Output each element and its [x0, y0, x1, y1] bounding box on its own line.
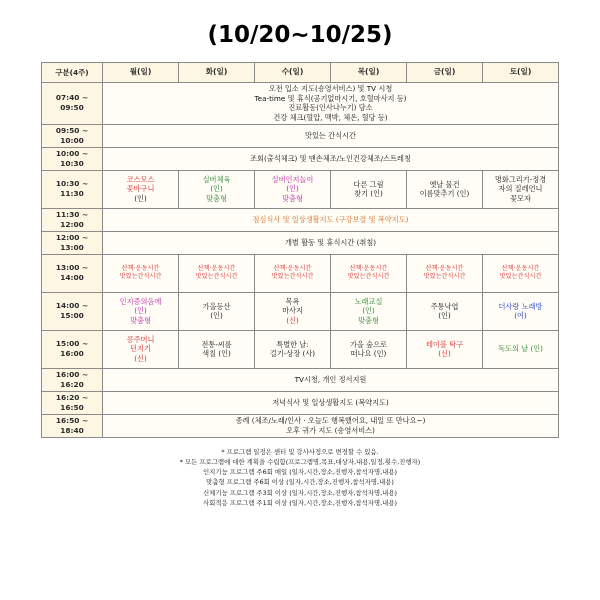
header-cell-mon: 월(일) [103, 63, 179, 83]
activity-cell [483, 330, 559, 368]
activity-line: 던지기 [130, 344, 151, 354]
activity-line: 가을등산 [202, 301, 231, 311]
activity-line: 맛있는 간식시간 [305, 131, 356, 140]
activity-line: 점심식사 및 일상생활지도 (구강보결 및 복약지도) [252, 214, 409, 224]
activity-cell [407, 330, 483, 368]
header-cell-tue: 화(일) [179, 63, 255, 83]
activity-line: 코스모스 [126, 174, 155, 184]
activity-line: 개별 활동 및 휴식시간 (취침) [284, 237, 377, 247]
row-full-width-activity [103, 391, 559, 414]
header-cell-thu: 목(일) [331, 63, 407, 83]
activity-line: 오전 입소 지도(숑영서비스) 및 TV 시청 [268, 84, 393, 93]
activity-cell [103, 330, 179, 368]
page-title: (10/20~10/25) [207, 22, 393, 48]
activity-line: 노래교실 [354, 296, 383, 306]
activity-line: 맞춤형 [358, 316, 379, 326]
footnotes [40, 447, 560, 509]
activity-line: 산책·운동시간 [425, 264, 464, 272]
activity-line: 오후 귀가 지도 (숑영서비스) [286, 425, 375, 435]
activity-line: (인) [438, 311, 451, 321]
table-row [42, 368, 559, 391]
table-row [42, 208, 559, 231]
activity-line: 가을 숲으로 [349, 339, 387, 349]
row-time-label: 16:50 ~ 18:40 [42, 414, 103, 437]
row-time-label: 16:00 ~ 16:20 [42, 368, 103, 391]
activity-line: (인) [210, 311, 223, 321]
activity-cell [483, 254, 559, 292]
activity-line: 색칠 (인) [202, 349, 231, 359]
table-row [42, 170, 559, 208]
row-time-label: 13:00 ~ 14:00 [42, 254, 103, 292]
activity-cell [255, 254, 331, 292]
row-full-width-activity [103, 368, 559, 391]
header-cell-fri: 금(일) [407, 63, 483, 83]
activity-line: 맞춤형 [206, 194, 227, 204]
activity-cell [103, 254, 179, 292]
table-row [42, 231, 559, 254]
activity-line: 주통낙엽 [430, 301, 459, 311]
activity-line: (인) [286, 184, 299, 194]
activity-line: 맞춤형 [282, 194, 303, 204]
footnote-line: 신체기능 프로그램 주3회 이상 (일자,시간,장소,진행자,참석자명,내용) [202, 488, 397, 497]
activity-line: 마사지 [282, 306, 303, 316]
header-cell-wed: 수(일) [255, 63, 331, 83]
footnote-line: * 프로그램 일정은 센터 및 강사사정으로 변경할 수 있음. [221, 447, 379, 456]
activity-line: 진료활동(인사나누기) 담소 [288, 103, 373, 113]
row-time-label: 11:30 ~ 12:00 [42, 208, 103, 231]
row-time-label: 07:40 ~ 09:50 [42, 83, 103, 125]
activity-cell [179, 292, 255, 330]
table-row [42, 292, 559, 330]
activity-line: 종례 (체조/노래/인사 · 오늘도 행복했어요, 내일 또 만나요~) [235, 415, 426, 425]
row-time-label: 15:00 ~ 16:00 [42, 330, 103, 368]
activity-cell [255, 292, 331, 330]
footnote-line: 사회적응 프로그램 주1회 이상 (일자,시간,장소,진행자,참석자명,내용) [202, 498, 397, 507]
activity-line: 꽃모자 [510, 194, 531, 204]
activity-line: 독도의 날 (인) [498, 344, 543, 354]
activity-line: 콩주머니 [126, 334, 155, 344]
activity-cell [407, 254, 483, 292]
table-row [42, 124, 559, 147]
activity-cell [407, 170, 483, 208]
activity-line: 다른 그림 [353, 179, 384, 189]
activity-cell [483, 170, 559, 208]
activity-cell [483, 292, 559, 330]
activity-line: 옛날 물건 [429, 179, 460, 189]
activity-line: TV시청, 개인 정서지원 [294, 374, 367, 384]
row-time-label: 16:20 ~ 16:50 [42, 391, 103, 414]
table-row [42, 147, 559, 170]
activity-line: 맛있는간식시간 [423, 273, 466, 281]
row-time-label: 10:30 ~ 11:30 [42, 170, 103, 208]
activity-cell [331, 292, 407, 330]
activity-line: 저녁식사 및 일상생활지도 (복약지도) [272, 397, 389, 407]
footnote-line: 맞춤형 프로그램 주6회 이상 (일자,시간,장소,진행자,참석자명,내용) [206, 478, 394, 487]
activity-line: 맛있는간식시간 [347, 273, 390, 281]
row-full-width-activity [103, 147, 559, 170]
table-row [42, 391, 559, 414]
header-cell-time: 구분(4주) [42, 63, 103, 83]
activity-line: 더사랑 노래방 [498, 301, 543, 311]
row-full-width-activity [103, 124, 559, 147]
row-time-label: 14:00 ~ 15:00 [42, 292, 103, 330]
activity-line: 맛있는간식시간 [271, 273, 314, 281]
activity-cell [179, 254, 255, 292]
table-row [42, 83, 559, 125]
activity-line: 찾기 (인) [354, 189, 383, 199]
activity-line: Tea-time 및 휴식(공기없마시기, 호혈마사지 등) [254, 93, 407, 103]
activity-line: 전통-씨름 [201, 339, 232, 349]
activity-line: 맛있는간식시간 [499, 273, 542, 281]
activity-line: 실버인지놀이 [271, 174, 314, 184]
activity-cell [179, 330, 255, 368]
row-time-label: 10:00 ~ 10:30 [42, 147, 103, 170]
activity-line: 실버체육 [202, 174, 231, 184]
activity-line: 특별한 날: [276, 339, 309, 349]
activity-line: 맛있는간식시간 [195, 273, 238, 281]
activity-line: (여) [514, 311, 527, 321]
table-row [42, 414, 559, 437]
footnote-line: * 모든 프로그램에 대한 계획을 수립함(프로그램명,목표,대상자,내용,일정,횟수,진행자) [179, 457, 421, 466]
activity-line: (인) [134, 306, 147, 316]
activity-line: 꽃바구니 [126, 184, 155, 194]
activity-line: 자의 질레언니 [498, 184, 543, 194]
activity-line: 산책·운동시간 [121, 264, 160, 272]
row-full-width-activity [103, 231, 559, 254]
table-row [42, 254, 559, 292]
activity-line: 목욕 [285, 296, 300, 306]
activity-line: (인) [134, 194, 147, 204]
activity-cell [331, 254, 407, 292]
table-row [42, 330, 559, 368]
activity-line: 산책·운동시간 [501, 264, 540, 272]
activity-line: (신) [286, 316, 299, 326]
activity-line: (신) [134, 354, 147, 364]
activity-line: 조회(출석체크) 및 맨손체조/노인건강체조/스트레칭 [250, 153, 411, 163]
row-full-width-activity [103, 414, 559, 437]
activity-cell [407, 292, 483, 330]
row-time-label: 09:50 ~ 10:00 [42, 124, 103, 147]
activity-line: 산책·운동시간 [197, 264, 236, 272]
activity-cell [331, 330, 407, 368]
activity-line: (인) [210, 184, 223, 194]
activity-line: 맞춤형 [130, 316, 151, 326]
activity-line: 테이블 탁구 [425, 339, 463, 349]
activity-line: (인) [362, 306, 375, 316]
row-full-width-activity [103, 208, 559, 231]
activity-line: 명화그리기-정경 [494, 174, 547, 184]
activity-cell [255, 170, 331, 208]
activity-cell [331, 170, 407, 208]
row-full-width-activity [103, 83, 559, 125]
activity-cell [103, 170, 179, 208]
row-time-label: 12:00 ~ 13:00 [42, 231, 103, 254]
activity-line: 인지증의음에 [119, 296, 162, 306]
activity-line: 맛있는간식시간 [119, 273, 162, 281]
weekly-schedule-table [41, 62, 559, 438]
activity-line: 떠나요 (인) [350, 349, 387, 359]
activity-line: (신) [438, 349, 451, 359]
table-header-row [42, 63, 559, 83]
activity-line: 산책·운동시간 [349, 264, 388, 272]
activity-cell [179, 170, 255, 208]
activity-line: 걸기-상장 (사) [269, 349, 316, 359]
footnote-line: 인지기능 프로그램 주6회 매일 (일자,시간,장소,진행자,참석자명,내용) [202, 468, 397, 477]
header-cell-sat: 토(일) [483, 63, 559, 83]
activity-line: 이름맞추기 (인) [419, 189, 470, 199]
activity-cell [255, 330, 331, 368]
activity-line: 산책·운동시간 [273, 264, 312, 272]
activity-line: 건강 체크(혈압, 맥박, 체온, 혈당 등) [273, 113, 388, 123]
table-body [42, 83, 559, 438]
activity-cell [103, 292, 179, 330]
